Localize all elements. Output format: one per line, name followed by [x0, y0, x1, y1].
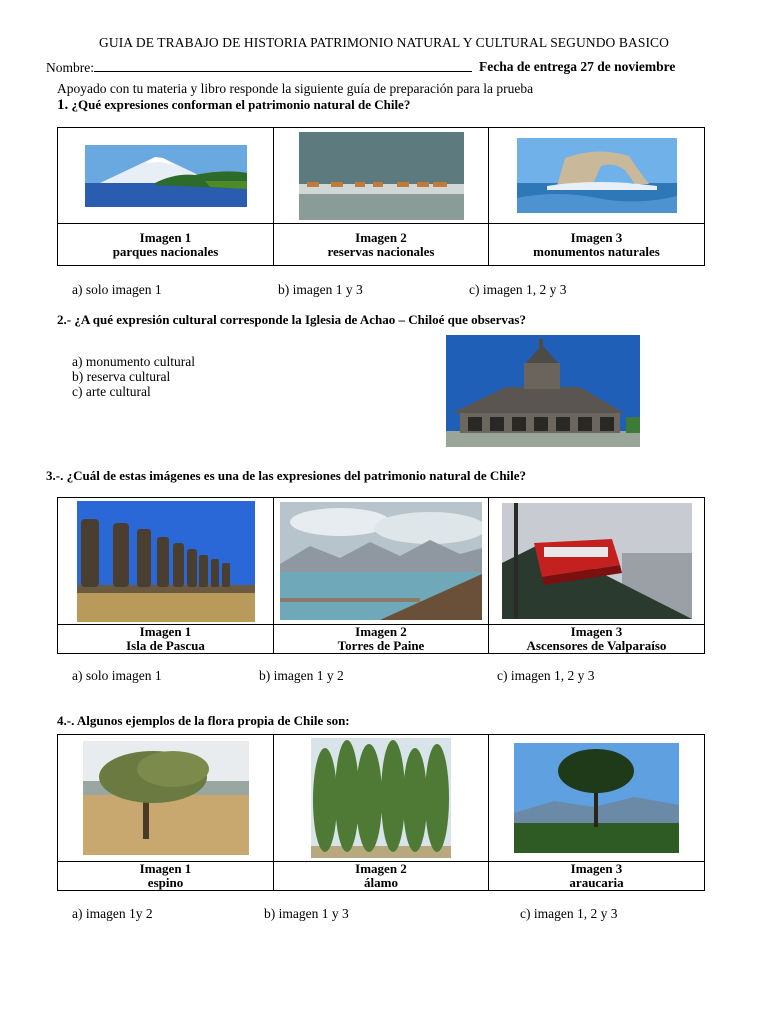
torres-del-paine-image: [280, 502, 482, 620]
q3-image-3-label: Imagen 3: [570, 624, 623, 639]
q1-option-a[interactable]: a) solo imagen 1: [72, 282, 162, 297]
q3-image-3-caption: Ascensores de Valparaíso: [526, 638, 667, 653]
q1-image-1-label: Imagen 1: [139, 229, 192, 245]
q3-image-1-cell: [58, 498, 274, 625]
rock-arch-monument-image: [517, 138, 677, 213]
q4-image-1-label: Imagen 1: [139, 861, 192, 876]
q4-image-2-cell: [274, 735, 489, 862]
q3-option-c[interactable]: c) imagen 1, 2 y 3: [497, 668, 595, 683]
q3-image-2-label: Imagen 2: [355, 624, 407, 639]
question-1-text: ¿Qué expresiones conforman el patrimonio natural de Chile?: [71, 97, 411, 112]
guanacos-reserve-image: [299, 132, 464, 220]
q1-image-3-label: Imagen 3: [570, 229, 623, 245]
name-label: Nombre:: [46, 60, 94, 75]
q3-image-1-label: Imagen 1: [139, 624, 192, 639]
q3-caption-1: [58, 625, 274, 654]
q4-image-3-caption: araucaria: [569, 875, 624, 890]
q3-image-2-caption: Torres de Paine: [337, 638, 425, 653]
question-1-number: 1.: [57, 97, 69, 113]
q4-caption-2: [274, 862, 489, 891]
alamo-trees-image: [311, 738, 451, 858]
page-title: GUIA DE TRABAJO DE HISTORIA PATRIMONIO NATURAL Y CULTURAL SEGUNDO BASICO: [99, 35, 669, 50]
q1-image-3-cell: [489, 128, 705, 224]
q4-image-2-caption: álamo: [364, 875, 398, 890]
intro-text: Apoyado con tu materia y libro responde la siguiente guía de preparación para la prueba: [57, 81, 534, 96]
q2-options: [72, 354, 195, 399]
q1-image-2-caption: reservas nacionales: [327, 243, 435, 259]
q1-image-1-caption: parques nacionales: [112, 243, 219, 259]
q1-caption-2: [274, 224, 489, 266]
name-line[interactable]: [94, 59, 472, 72]
q3-image-3-cell: [489, 498, 705, 625]
q4-image-2-label: Imagen 2: [355, 861, 407, 876]
q1-image-2-label: Imagen 2: [355, 229, 407, 245]
due-date: Fecha de entrega 27 de noviembre: [479, 59, 676, 74]
q1-option-c[interactable]: c) imagen 1, 2 y 3: [469, 282, 567, 297]
question-1: [57, 97, 410, 114]
espino-tree-image: [83, 741, 249, 855]
q1-image-2-cell: [274, 128, 489, 224]
q4-image-1-cell: [58, 735, 274, 862]
moai-easter-island-image: [77, 501, 255, 622]
q1-option-b[interactable]: b) imagen 1 y 3: [278, 282, 363, 297]
q2-option-a[interactable]: a) monumento cultural: [72, 354, 195, 369]
q4-caption-1: [58, 862, 274, 891]
question-2-text: 2.- ¿A qué expresión cultural corresponde la Iglesia de Achao – Chiloé que observas?: [57, 312, 526, 327]
q4-image-3-label: Imagen 3: [570, 861, 623, 876]
q1-image-1-cell: [58, 128, 274, 224]
q4-option-a[interactable]: a) imagen 1y 2: [72, 906, 153, 921]
question-4-image-table: [57, 734, 705, 891]
question-3-image-table: [57, 497, 705, 654]
q4-option-b[interactable]: b) imagen 1 y 3: [264, 906, 349, 921]
q3-image-2-cell: [274, 498, 489, 625]
q4-caption-3: [489, 862, 705, 891]
q1-caption-1: [58, 224, 274, 266]
question-1-image-table: [57, 127, 705, 266]
valparaiso-funicular-image: [502, 503, 692, 619]
q3-caption-2: [274, 625, 489, 654]
q4-image-3-cell: [489, 735, 705, 862]
name-field[interactable]: [46, 59, 472, 76]
q4-option-c[interactable]: c) imagen 1, 2 y 3: [520, 906, 618, 921]
q1-caption-3: [489, 224, 705, 266]
q1-image-3-caption: monumentos naturales: [533, 243, 660, 259]
q3-option-a[interactable]: a) solo imagen 1: [72, 668, 162, 683]
q4-image-1-caption: espino: [147, 875, 184, 890]
q3-image-1-caption: Isla de Pascua: [126, 638, 205, 653]
q3-option-b[interactable]: b) imagen 1 y 2: [259, 668, 344, 683]
question-3-text: 3.-. ¿Cuál de estas imágenes es una de las expresiones del patrimonio natural de Chile?: [46, 468, 527, 483]
q3-caption-3: [489, 625, 705, 654]
araucaria-tree-image: [514, 743, 679, 853]
q2-option-b[interactable]: b) reserva cultural: [72, 369, 171, 384]
achao-church-image: [446, 335, 640, 447]
volcano-lake-image: [85, 145, 247, 207]
question-4-text: 4.-. Algunos ejemplos de la flora propia de Chile son:: [57, 713, 350, 728]
q2-option-c[interactable]: c) arte cultural: [72, 384, 151, 399]
